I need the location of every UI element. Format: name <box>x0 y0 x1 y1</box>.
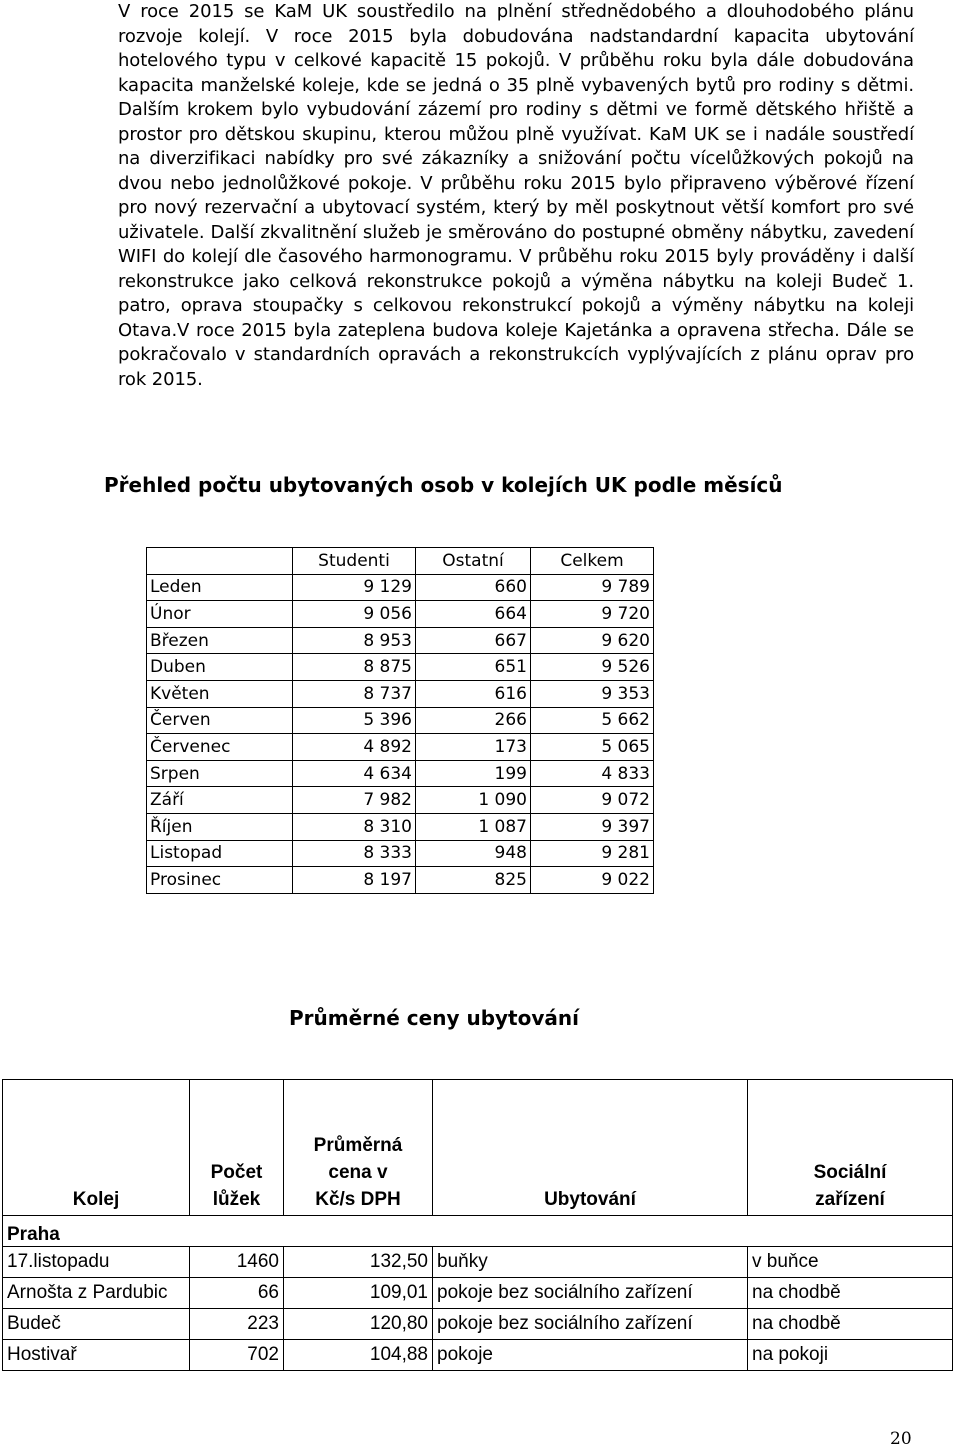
pocet-luzek-cell: 702 <box>190 1340 284 1371</box>
ostatni-cell: 825 <box>416 867 531 894</box>
ostatni-cell: 667 <box>416 627 531 654</box>
celkem-cell: 9 022 <box>531 867 654 894</box>
table-row <box>147 654 654 681</box>
socialni-zarizeni-cell: na chodbě <box>748 1309 953 1340</box>
cena-cell: 104,88 <box>284 1340 433 1371</box>
header-pocet-luzek: Počet lůžek <box>190 1080 284 1216</box>
celkem-cell: 4 833 <box>531 760 654 787</box>
monthly-header-row <box>147 548 654 575</box>
region-filler <box>748 1216 953 1247</box>
month-cell: Srpen <box>147 760 293 787</box>
celkem-cell: 9 526 <box>531 654 654 681</box>
month-cell: Červen <box>147 707 293 734</box>
cena-cell: 120,80 <box>284 1309 433 1340</box>
pocet-luzek-cell: 66 <box>190 1278 284 1309</box>
table-row <box>147 734 654 761</box>
studenti-cell: 8 875 <box>293 654 416 681</box>
ostatni-cell: 616 <box>416 680 531 707</box>
ostatni-cell: 651 <box>416 654 531 681</box>
celkem-cell: 9 620 <box>531 627 654 654</box>
ubytovani-cell: pokoje <box>433 1340 748 1371</box>
studenti-cell: 8 310 <box>293 813 416 840</box>
month-cell: Duben <box>147 654 293 681</box>
intro-paragraph: V roce 2015 se KaM UK soustředilo na plnění střednědobého a dlouhodobého plánu rozvoje kolejí. V roce 2015 byla dobudována nadstandardní kapacita ubytování hotelového typu v celkové kapacitě 15 pokojů. V průběhu roku byla dále dobudována kapacita manželské koleje, kde se jedná o 35 plně vybavených bytů pro rodiny s dětmi. Dalším krokem bylo vybudování zázemí pro rodiny s dětmi ve formě dětského hřiště a prostor pro dětskou skupinu, kterou můžou plně využívat. KaM UK se i nadále soustředí na diverzifikaci nabídky pro své zákazníky a snižování počtu vícelůžkových pokojů na dvou nebo jednolůžkové pokoje. V průběhu roku 2015 bylo připraveno výběrové řízení pro nový rezervační a ubytovací systém, který by měl poskytnout větší komfort pro své uživatele. Další zkvalitnění služeb je směrováno do postupné obměny nábytku, zavedení WIFI do kolejí dle časového harmonogramu. V průběhu roku 2015 byly prováděny i další rekonstrukce jako celková rekonstrukce pokojů a výměna nábytku na koleji Budeč 1. patro, oprava stoupačky s celkovou rekonstrukcí pokojů a výměny nábytku na koleji Otava.V roce 2015 byla zateplena budova koleje Kajetánka a opravena střecha. Dále se pokračovalo v standardních opravách a rekonstrukcích vyplývajících z plánu oprav pro rok 2015. <box>118 1 914 390</box>
ostatni-cell: 948 <box>416 840 531 867</box>
studenti-cell: 4 634 <box>293 760 416 787</box>
cena-cell: 109,01 <box>284 1278 433 1309</box>
socialni-zarizeni-cell: na pokoji <box>748 1340 953 1371</box>
ubytovani-cell: buňky <box>433 1247 748 1278</box>
celkem-cell: 9 072 <box>531 787 654 814</box>
header-ubytovani: Ubytování <box>433 1080 748 1216</box>
studenti-cell: 4 892 <box>293 734 416 761</box>
studenti-cell: 8 197 <box>293 867 416 894</box>
studenti-cell: 8 333 <box>293 840 416 867</box>
kolej-cell: Arnošta z Pardubic <box>3 1278 190 1309</box>
table-row <box>147 840 654 867</box>
region-filler <box>284 1216 433 1247</box>
studenti-cell: 9 129 <box>293 574 416 601</box>
table-row <box>3 1278 953 1309</box>
ostatni-cell: 1 087 <box>416 813 531 840</box>
monthly-occupancy-table <box>146 547 654 894</box>
celkem-cell: 9 789 <box>531 574 654 601</box>
studenti-cell: 8 953 <box>293 627 416 654</box>
table-row <box>147 867 654 894</box>
table-row <box>147 574 654 601</box>
month-cell: Leden <box>147 574 293 601</box>
header-studenti: Studenti <box>293 548 416 575</box>
ostatni-cell: 1 090 <box>416 787 531 814</box>
ostatni-cell: 660 <box>416 574 531 601</box>
socialni-zarizeni-cell: v buňce <box>748 1247 953 1278</box>
month-cell: Březen <box>147 627 293 654</box>
month-cell: Červenec <box>147 734 293 761</box>
month-cell: Listopad <box>147 840 293 867</box>
region-filler <box>433 1216 748 1247</box>
table-row <box>147 680 654 707</box>
celkem-cell: 9 397 <box>531 813 654 840</box>
ubytovani-cell: pokoje bez sociálního zařízení <box>433 1278 748 1309</box>
month-cell: Říjen <box>147 813 293 840</box>
month-cell: Prosinec <box>147 867 293 894</box>
header-socialni-zarizeni: Sociální zařízení <box>748 1080 953 1216</box>
table-row <box>147 813 654 840</box>
celkem-cell: 5 065 <box>531 734 654 761</box>
header-prumerna-cena: Průměrná cena v Kč/s DPH <box>284 1080 433 1216</box>
table-row <box>147 601 654 628</box>
ostatni-cell: 266 <box>416 707 531 734</box>
region-row <box>3 1216 953 1247</box>
studenti-cell: 7 982 <box>293 787 416 814</box>
header-celkem: Celkem <box>531 548 654 575</box>
region-label: Praha <box>3 1216 190 1247</box>
ostatni-cell: 173 <box>416 734 531 761</box>
studenti-cell: 5 396 <box>293 707 416 734</box>
celkem-cell: 9 353 <box>531 680 654 707</box>
ostatni-cell: 664 <box>416 601 531 628</box>
header-kolej: Kolej <box>3 1080 190 1216</box>
prices-header-row <box>3 1080 953 1216</box>
studenti-cell: 9 056 <box>293 601 416 628</box>
table-row <box>147 627 654 654</box>
header-ostatni: Ostatní <box>416 548 531 575</box>
kolej-cell: Budeč <box>3 1309 190 1340</box>
page-number: 20 <box>890 1429 912 1449</box>
table-row <box>147 787 654 814</box>
cena-cell: 132,50 <box>284 1247 433 1278</box>
header-blank <box>147 548 293 575</box>
socialni-zarizeni-cell: na chodbě <box>748 1278 953 1309</box>
kolej-cell: 17.listopadu <box>3 1247 190 1278</box>
month-cell: Květen <box>147 680 293 707</box>
table-row <box>3 1309 953 1340</box>
table-row <box>3 1247 953 1278</box>
prices-heading: Průměrné ceny ubytování <box>289 1006 579 1030</box>
table-row <box>147 760 654 787</box>
table-row <box>3 1340 953 1371</box>
region-filler <box>190 1216 284 1247</box>
pocet-luzek-cell: 223 <box>190 1309 284 1340</box>
average-prices-table <box>2 1079 953 1371</box>
month-cell: Září <box>147 787 293 814</box>
pocet-luzek-cell: 1460 <box>190 1247 284 1278</box>
ubytovani-cell: pokoje bez sociálního zařízení <box>433 1309 748 1340</box>
table-row <box>147 707 654 734</box>
kolej-cell: Hostivař <box>3 1340 190 1371</box>
celkem-cell: 5 662 <box>531 707 654 734</box>
studenti-cell: 8 737 <box>293 680 416 707</box>
occupancy-heading: Přehled počtu ubytovaných osob v kolejích UK podle měsíců <box>104 473 783 497</box>
celkem-cell: 9 281 <box>531 840 654 867</box>
month-cell: Únor <box>147 601 293 628</box>
celkem-cell: 9 720 <box>531 601 654 628</box>
ostatni-cell: 199 <box>416 760 531 787</box>
